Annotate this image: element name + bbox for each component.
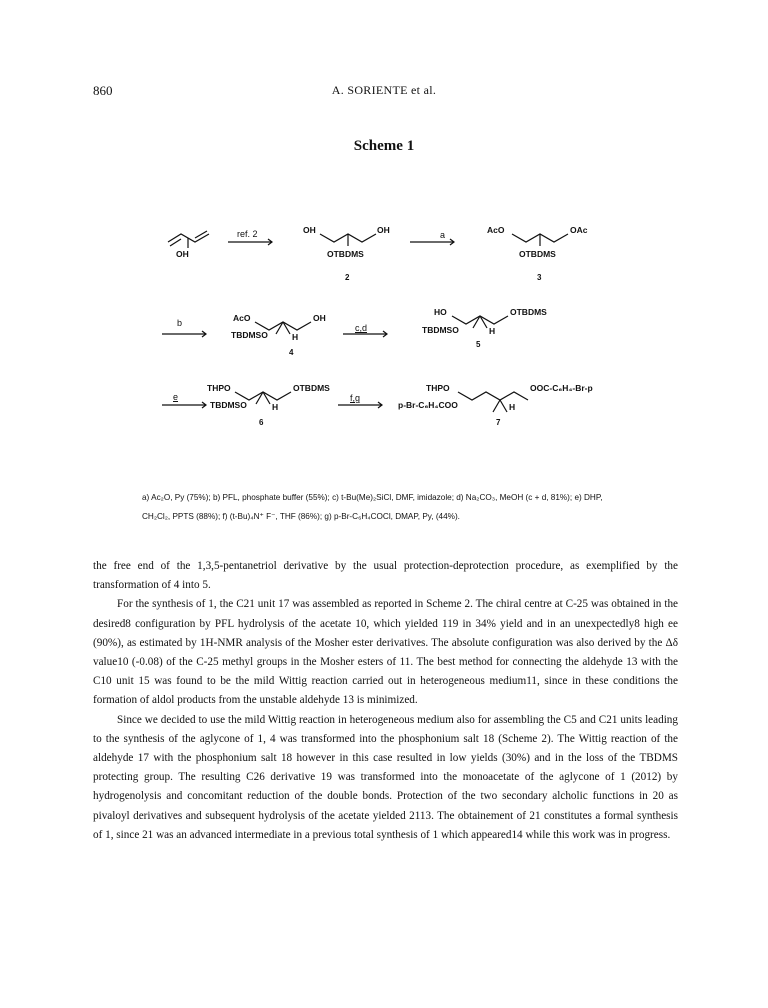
reagent-cd: c,d — [355, 323, 368, 333]
aco-label-4: AcO — [233, 313, 251, 323]
paragraph-2: For the synthesis of 1, the C21 unit 17 was assembled as reported in Scheme 2. The chiral centre at C-25 was obtained in the desired8 configuration by PFL hydrolysis of the acetate 10, which yielded 119 in 34% yield and in an unexpectedly8 high ee (90%), as estimated by 1H-NMR analysis of the Mosher ester derivatives. The absolute configuration was also derived by the Δδ value10 (-0.08) of the C-25 methyl groups in the Mosher esters of 11. The best method for connecting the aldehyde 13 with the C10 unit 15 was found to be the mild Wittig reaction carried out in heterogeneous medium11, since in these conditions the formation of aldol products from the unstable aldehyde 13 is minimized. — [93, 598, 678, 707]
bond-line — [255, 322, 311, 330]
h-label-6: H — [272, 402, 279, 412]
thpo-label-6: THPO — [207, 383, 231, 393]
body-text — [93, 557, 678, 845]
oh-label-sm: OH — [176, 249, 189, 259]
paragraph-1: the free end of the 1,3,5-pentanetriol derivative by the usual protection-deprotection procedure, as exemplified by the transformation of 4 into 5. — [93, 560, 678, 592]
scheme-title: Scheme 1 — [353, 138, 415, 154]
bond-line — [235, 392, 291, 400]
thpo-label-7: THPO — [426, 383, 450, 393]
oh-label-4: OH — [313, 313, 326, 323]
tbdmso-label-4: TBDMSO — [231, 330, 268, 340]
oh-label-2a: OH — [303, 225, 316, 235]
bond-line — [195, 231, 207, 238]
compound-number-4: 4 — [289, 348, 294, 357]
otbdms-label-5: OTBDMS — [510, 307, 547, 317]
page-number: 860 — [93, 83, 113, 98]
tbdmso-label-6: TBDMSO — [210, 400, 247, 410]
bond-line — [458, 392, 528, 400]
bond-line — [452, 316, 508, 324]
reagent-ref2: ref. 2 — [237, 229, 258, 239]
otbdms-label-3: OTBDMS — [519, 249, 556, 259]
reaction-scheme — [0, 0, 768, 480]
bond-line — [493, 400, 500, 412]
tbdmso-label-5: TBDMSO — [422, 325, 459, 335]
otbdms-label-2: OTBDMS — [327, 249, 364, 259]
reagent-e: e — [173, 392, 179, 402]
ester-label-7b: p-Br-C₆H₄COO — [398, 400, 458, 410]
compound-number-7: 7 — [496, 418, 501, 427]
oac-label-3: OAc — [570, 225, 588, 235]
compound-number-3: 3 — [537, 273, 542, 282]
otbdms-label-6: OTBDMS — [293, 383, 330, 393]
ester-label-7: OOC-C₆H₄-Br-p — [530, 383, 593, 393]
bond-line — [500, 400, 507, 412]
reagent-b: b — [177, 318, 183, 328]
oh-label-2b: OH — [377, 225, 390, 235]
compound-number-5: 5 — [476, 340, 481, 349]
reaction-conditions: a) Ac₂O, Py (75%); b) PFL, phosphate buffer (55%); c) t-Bu(Me)₂SiCl, DMF, imidazole; d) Na₂CO₃, MeOH (c + d, 81%); e) DHP, CH₂Cl₂, PPTS (88%); f) (t-Bu)₄N⁺ F⁻, THF (86%); g) p-Br-C₆H₄COCl, DMAP, Py, (44%). — [142, 493, 603, 521]
aco-label-3: AcO — [487, 225, 505, 235]
reagent-a: a — [440, 230, 446, 240]
compound-number-6: 6 — [259, 418, 264, 427]
ho-label-5: HO — [434, 307, 447, 317]
h-label-4: H — [292, 332, 299, 342]
compound-number-2: 2 — [345, 273, 350, 282]
paragraph-3: Since we decided to use the mild Wittig reaction in heterogeneous medium also for assembling the C5 and C21 units leading to the synthesis of the aglycone of 1, 4 was transformed into the phosphonium salt 18 (Scheme 2). The Wittig reaction of the aldehyde 17 with the phosphonium salt 18 however in this case resulted in low yields (30%) and in the loss of the TBDMS protecting group. The resulting C26 derivative 19 was transformed into the monoacetate of the aglycone of 1 (2012) by hydrogenolysis and concomitant reduction of the double bonds. Protection of the two secondary alcholic functions in 20 as pivaloyl derivatives and subsequent hydrolysis of the acetate yielded 2113. The obtainement of 21 constitutes a formal synthesis of 1, since 21 was an advanced intermediate in a previous total synthesis of 1 which appeared14 while this work was in progress. — [93, 713, 678, 841]
running-title: A. SORIENTE et al. — [331, 83, 437, 97]
h-label-5: H — [489, 326, 496, 336]
h-label-7: H — [509, 402, 516, 412]
reagent-fg: f,g — [350, 393, 361, 403]
